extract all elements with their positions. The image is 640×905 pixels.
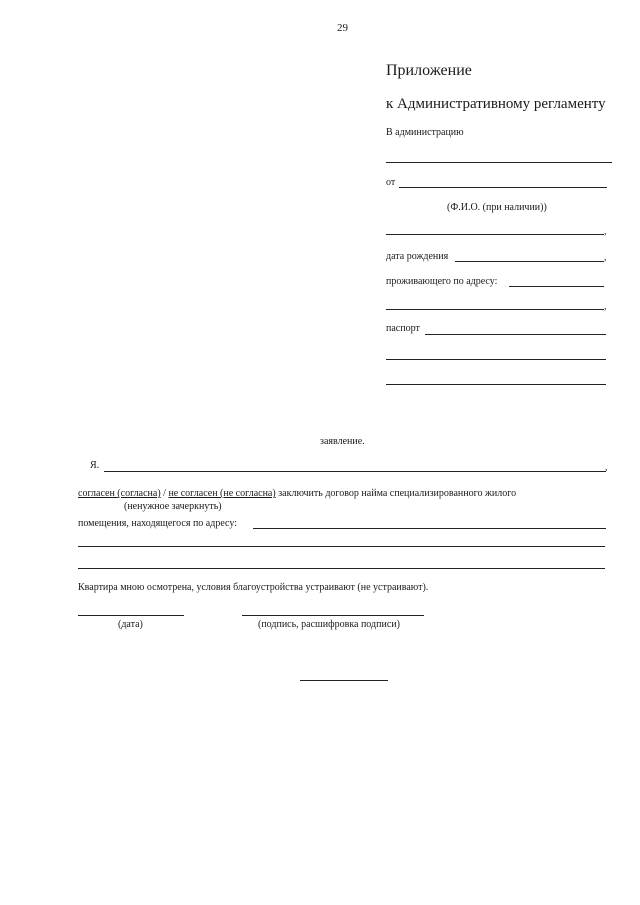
appendix-subtitle: к Административному регламенту	[386, 96, 606, 112]
premises-address-line-2[interactable]	[78, 546, 605, 547]
fio-hint: (Ф.И.О. (при наличии))	[447, 202, 547, 213]
date-line[interactable]	[78, 615, 184, 616]
passport-label: паспорт	[386, 323, 420, 334]
date-caption: (дата)	[118, 619, 143, 630]
residence-address-label: проживающего по адресу:	[386, 276, 498, 287]
consent-rest-text: заключить договор найма специализированного жилого	[275, 488, 517, 499]
consent-disagree-option[interactable]: не согласен (не согласна)	[168, 488, 276, 499]
premises-address-line-3[interactable]	[78, 568, 605, 569]
from-label: от	[386, 177, 396, 188]
closing-divider	[300, 680, 388, 681]
appendix-title: Приложение	[386, 62, 472, 79]
to-administration-label: В администрацию	[386, 127, 464, 138]
birth-date-label: дата рождения	[386, 251, 449, 262]
comma-mark: ,	[604, 301, 607, 312]
premises-address-label: помещения, находящегося по адресу:	[78, 518, 237, 529]
fio-continuation-line[interactable]	[386, 234, 604, 235]
comma-mark: ,	[605, 462, 608, 473]
residence-address-line[interactable]	[509, 286, 604, 287]
statement-heading: заявление.	[320, 436, 365, 447]
page-number: 29	[337, 22, 348, 34]
premises-address-line[interactable]	[253, 528, 606, 529]
passport-line[interactable]	[425, 334, 606, 335]
signature-line[interactable]	[242, 615, 424, 616]
signature-caption: (подпись, расшифровка подписи)	[258, 619, 400, 630]
consent-agree-option[interactable]: согласен (согласна)	[78, 488, 161, 499]
administration-name-line[interactable]	[386, 162, 612, 163]
strike-hint: (ненужное зачеркнуть)	[124, 501, 222, 512]
passport-line-2[interactable]	[386, 359, 606, 360]
inspection-statement: Квартира мною осмотрена, условия благоустройства устраивают (не устраивают).	[78, 582, 429, 593]
consent-separator: /	[160, 488, 169, 499]
from-name-line[interactable]	[399, 187, 607, 188]
comma-mark: ,	[604, 252, 607, 263]
consent-sentence	[78, 488, 516, 499]
residence-address-line-2[interactable]	[386, 309, 604, 310]
comma-mark: ,	[604, 226, 607, 237]
passport-line-3[interactable]	[386, 384, 606, 385]
birth-date-line[interactable]	[455, 261, 604, 262]
i-label: Я.	[90, 460, 100, 471]
applicant-name-line[interactable]	[104, 471, 606, 472]
